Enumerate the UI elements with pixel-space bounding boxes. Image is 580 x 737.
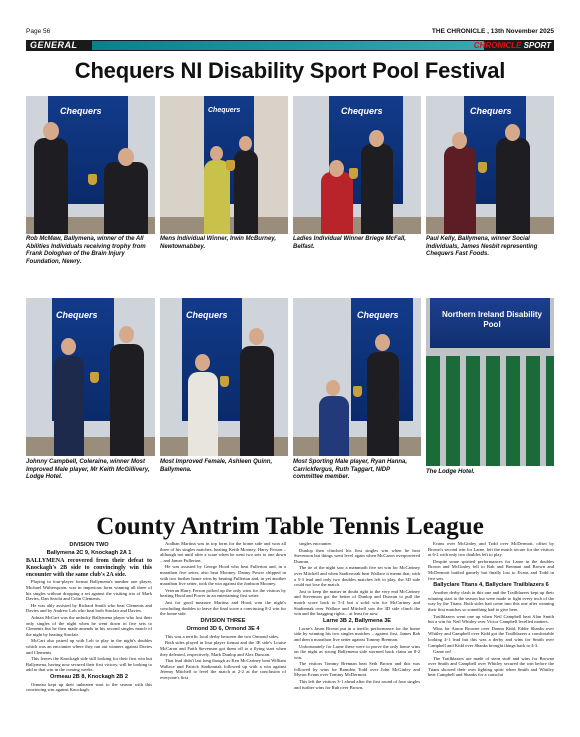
- photo-person: [444, 146, 476, 234]
- trophy-icon: [88, 174, 97, 185]
- article-paragraph: Despite some spirited performances for Larne in the doubles Brown and McGinley fell to Rab and Brennan and Brown and McDermott battled gamely but finally lost to Evans and Todd in five sets.: [428, 558, 554, 581]
- article-paragraph: McCart also paired up with Loh to play in the night's doubles which was an encounter where they ran out winners against Davies and Clements.: [26, 638, 152, 655]
- banner-logo-text: Chequers: [56, 310, 98, 320]
- section-rule: [92, 41, 484, 50]
- article-paragraph: This leaves the Knockagh side still looking for their first win but Ballymena, having now secured their first victory, will be looking to add to that win in the coming weeks.: [26, 656, 152, 673]
- article-paragraph: Veteran Harry Ferson picked up the only wins for the visitors by beating Hood and Power in an entertaining first setter.: [160, 587, 286, 599]
- article-paragraph: That lead didn't last long though as Ken McCartney beat William Wallace and Patrick Stadiemiak followed up with a win against Jeremy Mitchell to level the match at 2-2 at the conclusion of everyone's first: [160, 658, 286, 680]
- photo-floor: [293, 217, 421, 234]
- match-subheading: Ballymena 2C 9, Knockagh 2A 1: [46, 550, 132, 556]
- match-subheading: DIVISION TWO: [69, 542, 109, 548]
- article-paragraph: BALLYMENA recovered from their defeat to Knockagh's 2B side to convincingly win this encounter with the same club's 2A side.: [26, 558, 152, 578]
- photo-caption: Mens Individual Winner, Irwin McBurney, Newtownabbey.: [160, 236, 277, 250]
- page-header: [26, 26, 554, 38]
- banner-logo-text: Chequers: [470, 106, 512, 116]
- photo-6: [160, 298, 288, 456]
- article-column-1: [26, 541, 152, 694]
- pool-tables: [426, 356, 554, 466]
- photo-7: [293, 298, 421, 456]
- section-label: GENERAL: [30, 40, 78, 50]
- photo-2: [160, 96, 288, 234]
- photo-head: [61, 338, 76, 355]
- article-paragraph: Unfortunately for Larne these were to prove the only home wins on the night as strong Ballymena side stormed back claim an 8-2 win.: [294, 643, 420, 660]
- photo-person: [34, 138, 68, 234]
- article-paragraph: Both sides played in four player format and the 3E side's Louise McCaron and Faith Stevenson got them off to a flying start when they defeated, respectively, Mark Dunlop and Alex Duncan.: [160, 640, 286, 657]
- photo-person: [204, 160, 230, 234]
- photo-person: [110, 344, 144, 456]
- photo-person: [321, 172, 353, 234]
- photo-head: [210, 146, 223, 161]
- banner-logo-text: Chequers: [357, 310, 399, 320]
- brand-logo-b: SPORT: [523, 41, 551, 50]
- photo-head: [452, 132, 467, 149]
- banner-logo-text: Chequers: [208, 107, 241, 114]
- article-paragraph: The visitors Tommy Brennan beat Seth Brown and this was followed by wins for Brandon Todd over John McGinley and Myron Evans over Tommy McDermott.: [294, 661, 420, 678]
- photo-person: [234, 150, 258, 234]
- article-paragraph: singles encounter.: [299, 541, 332, 546]
- photo-head: [375, 334, 390, 351]
- article-paragraph: Dunlop then clinched his first singles win when he beat Stevenson but things went level again when McCaron overpowered Duncan.: [294, 547, 420, 564]
- photo-3: [293, 96, 421, 234]
- pool-headline: Chequers NI Disability Sport Pool Festival: [74, 58, 506, 83]
- match-subheading: Ballyclare Titans 4, Ballyclare Trailblazers 6: [433, 582, 549, 589]
- photo-head: [249, 328, 264, 345]
- article-paragraph: Lorne's Jason Brown put in a terrific performance for the home side by winning his two singles matches – against first, James Rab and then a marathon five setter against Tommy Brennan.: [294, 625, 420, 642]
- article-paragraph: Ormeau kept up their unbeaten start to the season with this convincing win against Knockagh.: [26, 681, 152, 693]
- match-subheading: Ormeau 2B 8, Knockagh 2B 2: [49, 673, 129, 680]
- photo-caption: Ladies Individual Winner Briege McFall, Belfast.: [293, 236, 406, 250]
- article-column-2: [160, 541, 286, 681]
- article-column-3: [294, 541, 420, 691]
- brand-logo: [474, 40, 551, 51]
- match-subheading: DIVISION THREE: [200, 617, 246, 624]
- photo-person: [496, 138, 530, 234]
- photo-head: [326, 380, 340, 396]
- photo-head: [118, 148, 134, 166]
- article-column-4: [428, 541, 554, 679]
- banner-logo-text: Chequers: [186, 310, 228, 320]
- article-paragraph: Just for good measure Martina and Hood won the night's concluding doubles to leave the final score a convincing 8-2 win for the home side.: [160, 599, 286, 617]
- article-paragraph: This was a terrific local derby between the two Ormond sides.: [165, 633, 280, 639]
- article-paragraph: He was ably assisted by Richard Smith who beat Clements and Davies and by Andrew Loh who beat both Sinclair and Davies.: [26, 602, 152, 614]
- section-bar: [26, 40, 554, 51]
- photo-caption: Johnny Campbell, Coleraine, winner Most Improved Male player, Mr Keith McGillivery, Lodge Hotel.: [26, 459, 150, 480]
- photo-caption: The Lodge Hotel.: [426, 469, 475, 475]
- photo-caption: Rob McMaw, Ballymena, winner of the All Abilities Individuals receiving trophy from Frank Dologhan of the Brain Injury Foundation, Newry.: [26, 236, 146, 265]
- photo-head: [43, 122, 59, 140]
- article-paragraph: Playing in four-player format Ballymena's number one player, Michael Witherspoon, was in imperious form winning all three of his singles without dropping a set against the visiting trio of Mark Davies, Dan Seacht and Colin Clements.: [26, 579, 152, 602]
- paper-dateline: THE CHRONICLE , 13th November 2025: [431, 28, 554, 35]
- photo-head: [505, 124, 520, 141]
- article-paragraph: Evans over McGinley and Todd over McDermott, offset by Brown's second win for Larne, left the match secure for the visitors at 6-2 with only two doubles left to play.: [428, 541, 554, 558]
- photo-person: [54, 356, 84, 456]
- photo-8: [426, 298, 554, 466]
- trophy-icon: [478, 162, 487, 173]
- article-paragraph: Just to keep the matter in doubt right to the very end McCartney and Stevenson got the better of Dunlop and Duncan to pull the match score back to 5-4 but a solid win for McCartney and Stadiernak over Wallace and Mitchell saw the 3D side clinch the win and the bragging rights – at least for now.: [294, 588, 420, 617]
- photo-floor: [293, 437, 421, 456]
- photo-head: [329, 160, 344, 177]
- brand-logo-a: CHRONICLE: [473, 41, 522, 50]
- photo-5: [26, 298, 155, 456]
- table-tennis-headline: County Antrim Table Tennis League: [96, 513, 484, 540]
- trophy-icon: [220, 376, 229, 387]
- article-paragraph: Another derby clash in this one and the Trailblazers kept up their winning start to the season but were made to fight every inch of the way by the Titans. Both sides had come into this one after winning their first matches so something had to give here.: [428, 590, 554, 612]
- photo-person: [104, 162, 148, 234]
- trophy-icon: [90, 372, 99, 383]
- article-paragraph: This left the visitors 3-1 ahead after the first round of four singles and further wins for Rab over Brown,: [294, 679, 420, 690]
- photo-head: [195, 354, 210, 371]
- trophy-icon: [349, 168, 358, 179]
- photo-caption: Most Sporting Male player, Ryan Hanna, Carrickfergus, Ruth Taggart, NIDP committee member.: [293, 459, 408, 480]
- article-paragraph: He was assisted by George Hood who beat Fullerton and, in a marathon five setter, also beat Mooney. Danny Power chipped in with two further home wins by beating Fullerton and, in yet another marathon five setter, took the win against the Jonhson Mooney.: [160, 564, 286, 587]
- banner-logo-text: Chequers: [60, 106, 102, 116]
- article-paragraph: The tie of the night saw a mammoth five set win for McCartney over Mitchell and when Stadierczak beat Wallace it meant that, with a 5-3 lead and only two doubles matches left to play, the 3D side could not lose the match.: [294, 565, 420, 588]
- photo-4: [426, 96, 554, 234]
- photo-head: [239, 136, 252, 151]
- article-paragraph: Wins for Aaron Browne over Donna Kidd, Eddie Shanks over Whitley and Campbell over Kidd got the Trailblazers a comfortable looking 4-1 lead but this was a derby and wins for Smith over Campbell and Kidd over Shanks brought things back to 4-3.: [428, 625, 554, 648]
- banner-event-text: Northern Ireland Disability Pool: [441, 310, 543, 329]
- photo-caption: Paul Kelly, Ballymena, winner Social Individuals, James Nesbit representing Chequers Fast Foods.: [426, 236, 538, 257]
- article-paragraph: The Trailblazers are made of stern stuff and wins for Browne over Smith and Campbell over Whitley secured the win before the Titans showed their own fighting spirit when Smith and Whitley beat Campbell and Shanks for a consolat: [428, 655, 554, 678]
- photo-person: [319, 396, 349, 456]
- photo-person: [361, 144, 393, 234]
- banner-logo-text: Chequers: [341, 106, 383, 116]
- photo-person: [240, 346, 274, 456]
- photo-head: [369, 130, 384, 147]
- photo-person: [367, 352, 399, 456]
- photo-caption: Most Improved Female, Ashleen Quinn, Ballymena.: [160, 459, 273, 473]
- match-subheading: Larne 3B 2, Ballymena 3E: [322, 617, 392, 624]
- photo-head: [119, 326, 134, 343]
- page-number: Page 56: [26, 28, 51, 35]
- photo-person: [188, 372, 218, 456]
- trophy-icon: [353, 386, 362, 397]
- article-paragraph: Trailblazers went one up when Neil Campbell beat Alan Smith but a win for Neil Whitley over Victor Campbell levelled matters.: [428, 613, 554, 625]
- article-paragraph: Game on!: [433, 649, 452, 655]
- photo-1: [26, 96, 155, 234]
- article-paragraph: Adrian McCart was the unlucky Ballymena player who lost their only singles of the night when he went down in five sets to Clements but he then made amends in his second singles match of the night by beating Sinclair.: [26, 614, 152, 637]
- trophy-icon: [226, 160, 235, 171]
- article-paragraph: Aodhan Martina was in top form for the home side and won all three of his singles matches, beating Keith Mooney, Harry Ferson – although not until after a scare when he went two sets to one down – and James Fullerton.: [160, 541, 286, 563]
- match-subheading: Ormond 3D 6, Ormond 3E 4: [186, 625, 260, 632]
